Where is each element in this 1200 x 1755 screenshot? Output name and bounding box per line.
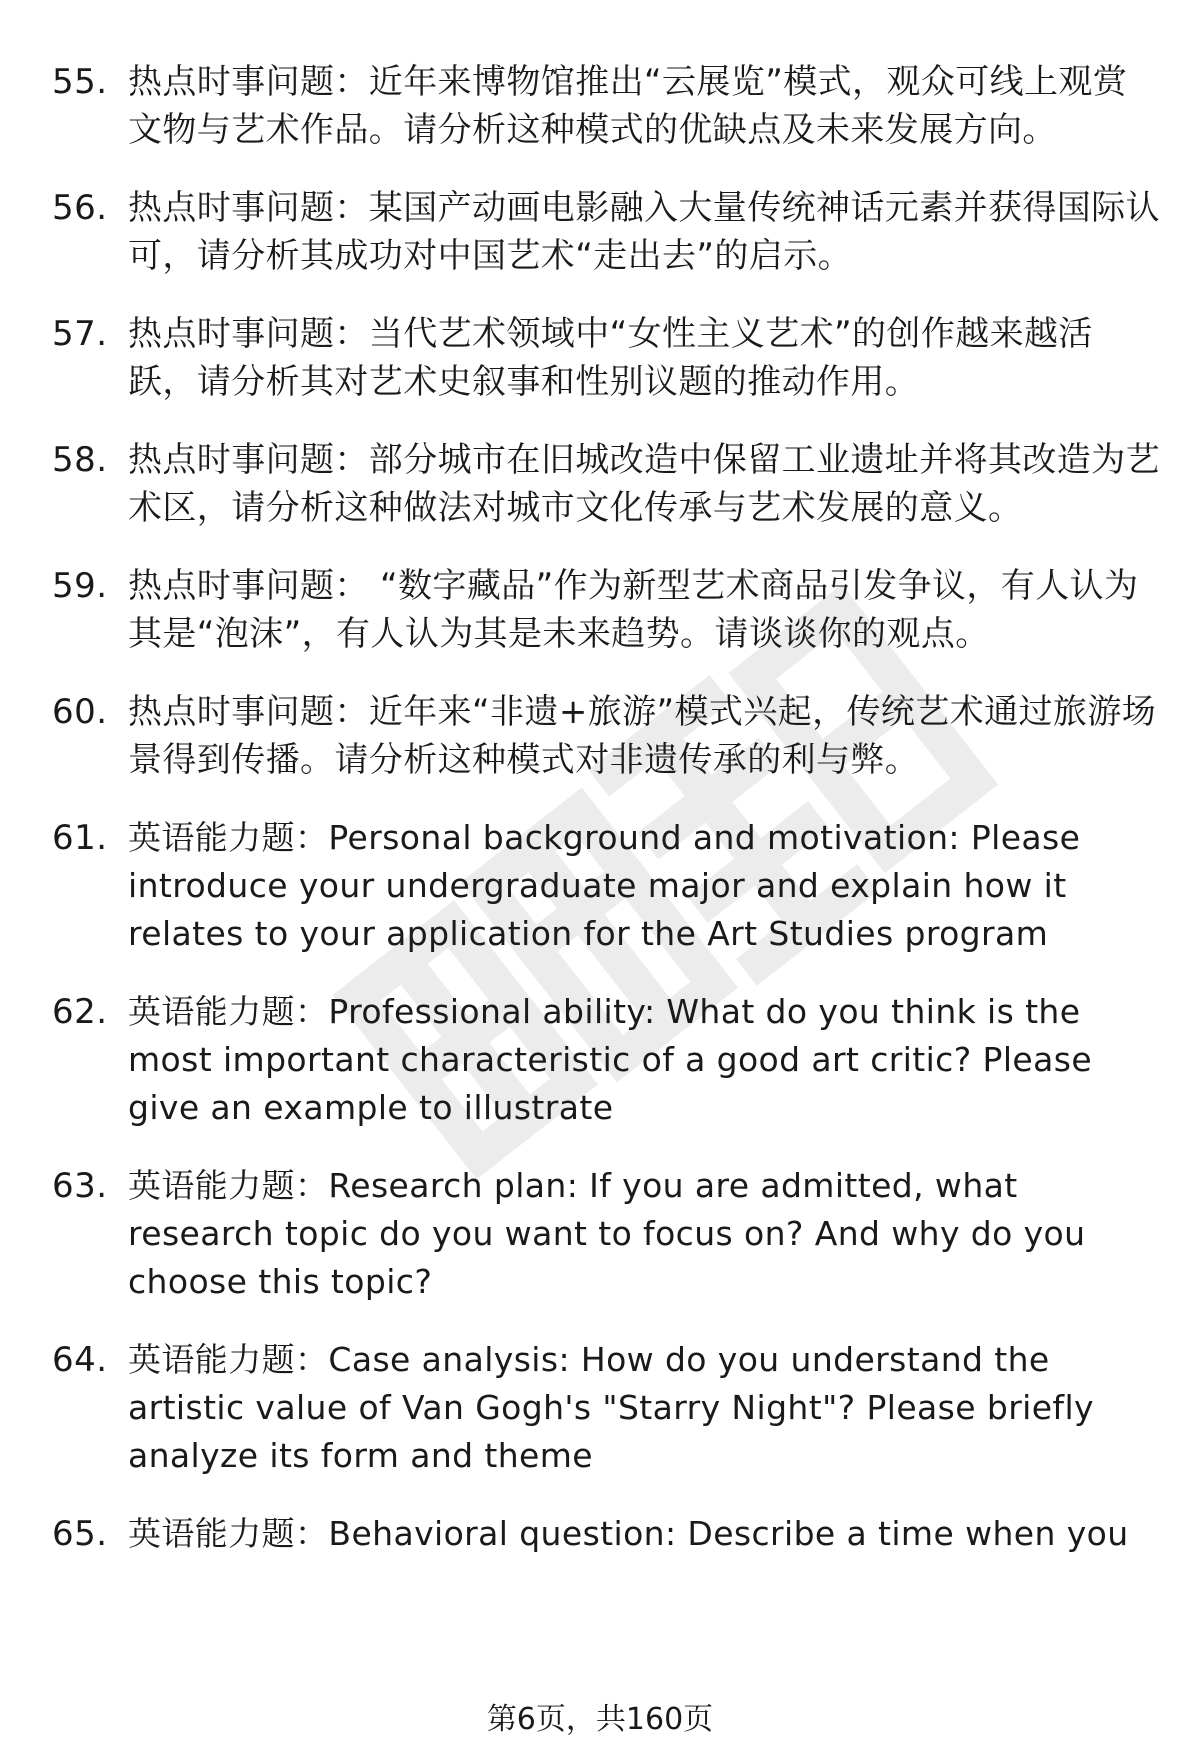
question-number: 59. <box>52 566 108 606</box>
question-text: 热点时事问题：某国产动画电影融入大量传统神话元素并获得国际认可，请分析其成功对中国艺术“走出去”的启示。 <box>128 188 1160 276</box>
question-item <box>0 1336 1200 1480</box>
question-text: 英语能力题：Personal background and motivation: Please introduce your undergraduate major and explain how it relates to your application for the Art Studies program <box>128 818 1081 953</box>
question-number: 60. <box>52 692 108 732</box>
question-item <box>0 1162 1200 1306</box>
question-item <box>0 1510 1200 1558</box>
question-number: 62. <box>52 992 108 1032</box>
question-item <box>0 562 1200 658</box>
page-number-footer: 第6页，共160页 <box>486 1702 714 1737</box>
question-list <box>0 58 1200 1588</box>
question-item <box>0 310 1200 406</box>
question-text: 热点时事问题：部分城市在旧城改造中保留工业遗址并将其改造为艺术区，请分析这种做法对城市文化传承与艺术发展的意义。 <box>128 440 1160 528</box>
question-number: 64. <box>52 1340 108 1380</box>
question-item <box>0 688 1200 784</box>
question-number: 58. <box>52 440 108 480</box>
question-number: 61. <box>52 818 108 858</box>
question-text: 英语能力题：Behavioral question: Describe a time when you <box>128 1514 1129 1553</box>
question-item <box>0 184 1200 280</box>
question-item <box>0 988 1200 1132</box>
question-item <box>0 814 1200 958</box>
question-text: 英语能力题：Research plan: If you are admitted, what research topic do you want to focus on? And why do you choose this topic? <box>128 1166 1086 1301</box>
question-number: 65. <box>52 1514 108 1554</box>
question-item <box>0 436 1200 532</box>
question-text: 热点时事问题：近年来“非遗+旅游”模式兴起，传统艺术通过旅游场景得到传播。请分析这种模式对非遗传承的利与弊。 <box>128 692 1157 780</box>
question-text: 英语能力题：Professional ability: What do you think is the most important characteristic of a good art critic? Please give an example to illustrate <box>128 992 1093 1127</box>
question-number: 63. <box>52 1166 108 1206</box>
question-text: 英语能力题：Case analysis: How do you understand the artistic value of Van Gogh's "Starry Night"? Please briefly analyze its form and theme <box>128 1340 1094 1475</box>
question-item <box>0 58 1200 154</box>
question-text: 热点时事问题：当代艺术领域中“女性主义艺术”的创作越来越活跃，请分析其对艺术史叙事和性别议题的推动作用。 <box>128 314 1093 402</box>
question-number: 56. <box>52 188 108 228</box>
question-number: 55. <box>52 62 108 102</box>
question-text: 热点时事问题： “数字藏品”作为新型艺术商品引发争议，有人认为其是“泡沫”，有人认为其是未来趋势。请谈谈你的观点。 <box>128 566 1139 654</box>
question-text: 热点时事问题：近年来博物馆推出“云展览”模式，观众可线上观赏文物与艺术作品。请分析这种模式的优缺点及未来发展方向。 <box>128 62 1128 150</box>
question-number: 57. <box>52 314 108 354</box>
